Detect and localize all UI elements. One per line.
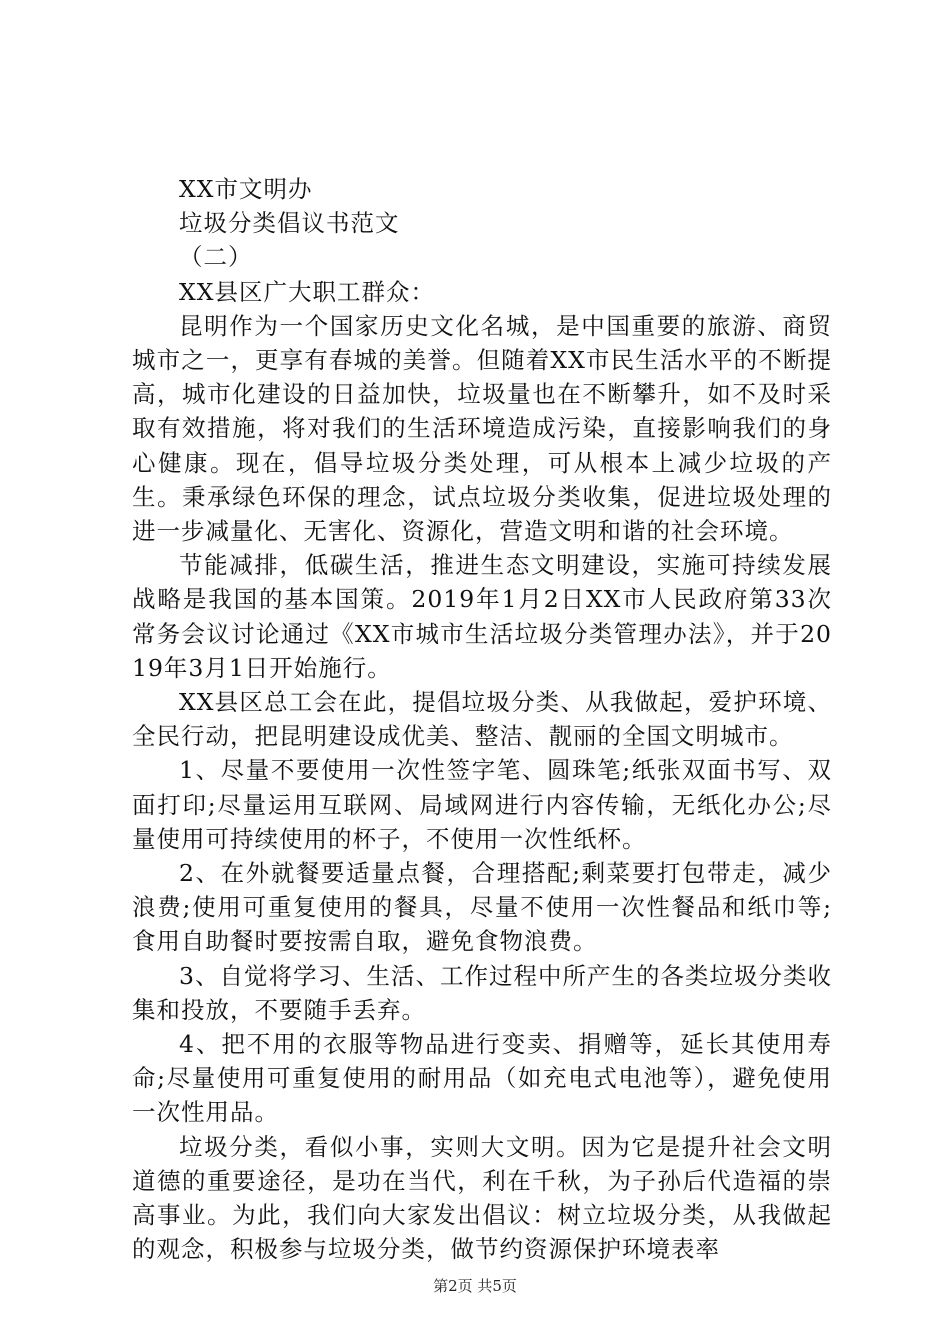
paragraph-policy: 节能减排，低碳生活，推进生态文明建设，实施可持续发展战略是我国的基本国策。2019年1月2日XX市人民政府第33次常务会议讨论通过《XX市城市生活垃圾分类管理办法》，并于2019年3月1日开始施行。 (132, 551, 832, 682)
paragraph-closing: 垃圾分类，看似小事，实则大文明。因为它是提升社会文明道德的重要途径，是功在当代，利在千秋，为子孙后代造福的崇高事业。为此，我们向大家发出倡议：树立垃圾分类，从我做起的观念，积极参与垃圾分类，做节约资源保护环境表率 (132, 1132, 832, 1264)
page-footer: 第2页 共5页 (433, 1277, 517, 1295)
list-item-4: 4、把不用的衣服等物品进行变卖、捐赠等，延长其使用寿命;尽量使用可重复使用的耐用品（如充电式电池等），避免使用一次性用品。 (132, 1030, 832, 1127)
document-body (132, 172, 832, 1266)
list-item-2: 2、在外就餐要适量点餐，合理搭配;剩菜要打包带走，减少浪费;使用可重复使用的餐具，尽量不使用一次性餐品和纸巾等;食用自助餐时要按需自取，避免食物浪费。 (132, 859, 832, 956)
salutation: XX县区广大职工群众： (179, 277, 435, 306)
list-item-3: 3、自觉将学习、生活、工作过程中所产生的各类垃圾分类收集和投放，不要随手丢弃。 (132, 961, 832, 1024)
paragraph-intro: 昆明作为一个国家历史文化名城，是中国重要的旅游、商贸城市之一，更享有春城的美誉。但随着XX市民生活水平的不断提高，城市化建设的日益加快，垃圾量也在不断攀升，如不及时采取有效措施，将对我们的生活环境造成污染，直接影响我们的身心健康。现在，倡导垃圾分类处理，可从根本上减少垃圾的产生。秉承绿色环保的理念，试点垃圾分类收集，促进垃圾处理的进一步减量化、无害化、资源化，营造文明和谐的社会环境。 (132, 311, 832, 545)
document-title: 垃圾分类倡议书范文 (179, 209, 400, 238)
issuer-line: XX市文明办 (179, 175, 313, 203)
paragraph-initiative: XX县区总工会在此，提倡垃圾分类、从我做起，爱护环境、全民行动，把昆明建设成优美、整洁、靓丽的全国文明城市。 (132, 687, 832, 751)
list-item-1: 1、尽量不要使用一次性签字笔、圆珠笔;纸张双面书写、双面打印;尽量运用互联网、局域网进行内容传输，无纸化办公;尽量使用可持续使用的杯子，不使用一次性纸杯。 (132, 756, 832, 853)
section-number: （二） (179, 243, 253, 272)
